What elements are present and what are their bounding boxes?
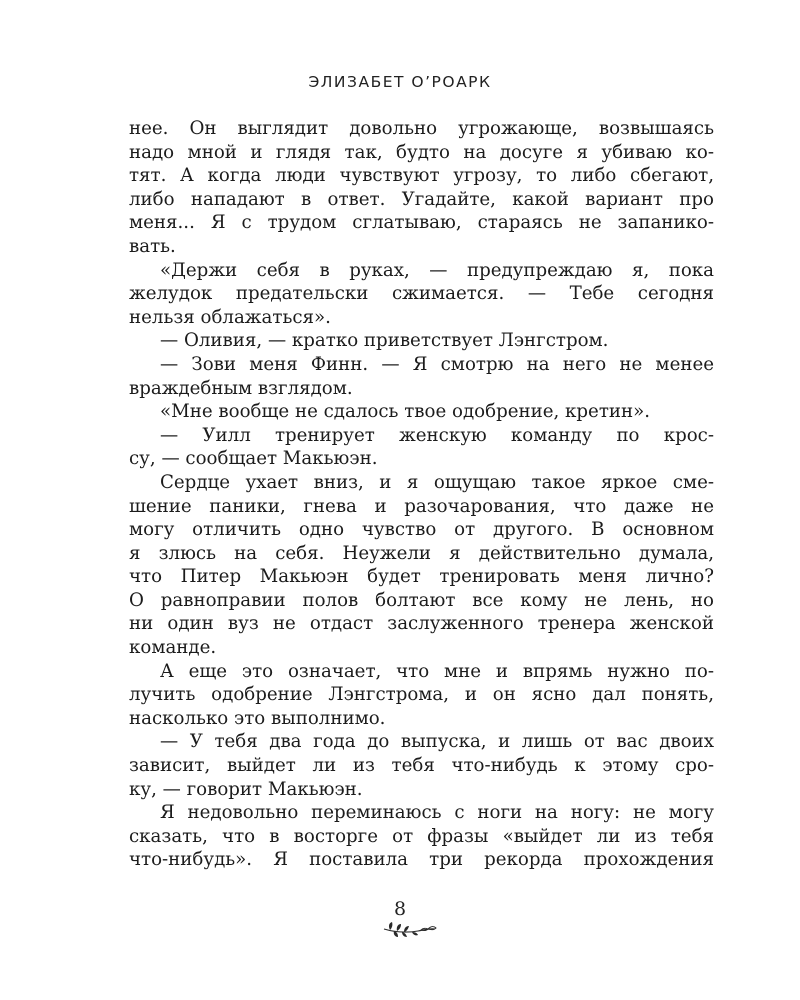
text-line: шение паники, гнева и разочарования, что даже не — [129, 495, 714, 517]
text-line: О равноправии полов болтают все кому не лень, но — [129, 589, 714, 611]
text-line: сказать, что в восторге от фразы «выйдет ли из тебя — [129, 825, 714, 847]
text-line: «Мне вообще не сдалось твое одобрение, кретин». — [160, 401, 651, 423]
text-line: — У тебя два года до выпуска, и лишь от вас двоих — [160, 731, 714, 753]
text-line: что-нибудь». Я поставила три рекорда прохождения — [129, 849, 714, 871]
text-line: насколько это выполнимо. — [129, 707, 386, 729]
text-line: Сердце ухает вниз, и я ощущаю такое яркое сме- — [160, 471, 714, 493]
text-line: лучить одобрение Лэнгстрома, и он ясно дал понять, — [129, 684, 714, 706]
text-line: нее. Он выглядит довольно угрожающе, возвышаясь — [129, 118, 714, 139]
text-line: я злюсь на себя. Неужели я действительно думала, — [129, 542, 714, 564]
text-line: А еще это означает, что мне и впрямь нужно по- — [160, 660, 714, 682]
text-line: ку, — говорит Макьюэн. — [129, 778, 363, 800]
text-line: ни один вуз не отдаст заслуженного тренера женской — [129, 613, 714, 635]
text-line: — Оливия, — кратко приветствует Лэнгстром. — [160, 330, 609, 352]
text-line: нельзя облажаться». — [129, 306, 331, 328]
text-line: — Уилл тренирует женскую команду по крос- — [160, 424, 714, 446]
text-line: «Держи себя в руках, — предупреждаю я, пока — [160, 259, 714, 281]
text-line: надо мной и глядя так, будто на досуге я убиваю ко- — [129, 141, 714, 163]
page-number: 8 — [393, 898, 407, 920]
text-line: зависит, выйдет ли из тебя что-нибудь к этому сро- — [129, 755, 714, 777]
text-line: либо нападают в ответ. Угадайте, какой вариант про — [129, 188, 714, 210]
leaf-sprig-icon — [380, 917, 440, 939]
text-line: Я недовольно переминаюсь с ноги на ногу: не могу — [160, 802, 714, 824]
text-line: что Питер Макьюэн будет тренировать меня лично? — [129, 566, 714, 588]
text-line: могу отличить одно чувство от другого. В основном — [129, 519, 714, 541]
text-line: желудок предательски сжимается. — Тебе сегодня — [129, 283, 714, 305]
text-line: су, — сообщает Макьюэн. — [129, 448, 378, 470]
text-line: тят. А когда люди чувствуют угрозу, то либо сбегают, — [129, 165, 714, 187]
text-line: — Зови меня Финн. — Я смотрю на него не менее — [160, 353, 714, 375]
text-line: вать. — [129, 235, 176, 257]
running-head: ЭЛИЗАБЕТ О’РОАРК — [308, 73, 492, 91]
text-line: враждебным взглядом. — [129, 377, 353, 399]
body-text — [129, 117, 714, 872]
text-line: меня... Я с трудом сглатываю, стараясь не запанико- — [129, 212, 714, 234]
text-line: команде. — [129, 637, 217, 659]
